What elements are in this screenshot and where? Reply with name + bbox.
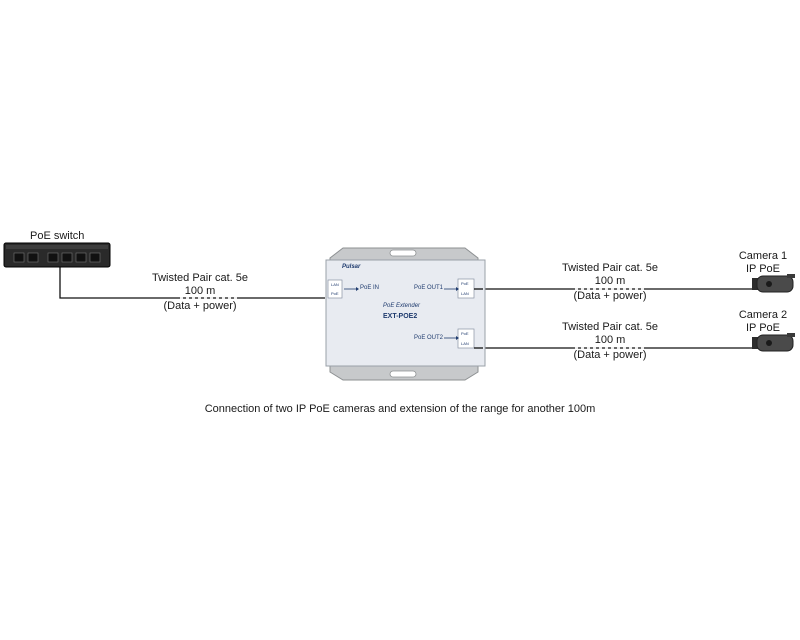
link-out2-label	[540, 321, 680, 362]
led-out2-poe: PoE	[461, 331, 469, 336]
camera-2-label	[728, 309, 798, 335]
link-out1-label	[540, 262, 680, 303]
link-out1-cable-type: Twisted Pair cat. 5e	[562, 262, 658, 274]
link-in-note: (Data + power)	[163, 300, 237, 312]
link-out1-note: (Data + power)	[573, 290, 647, 302]
camera-1-label	[728, 250, 798, 276]
led-in-lan: LAN	[331, 282, 339, 287]
extender-brand: Pulsar	[342, 264, 361, 270]
link-out2-note: (Data + power)	[573, 349, 647, 361]
link-in-label	[130, 272, 270, 313]
led-out1-lan: LAN	[461, 291, 469, 296]
extender-subtitle: PoE Extender	[383, 303, 421, 309]
switch-label: PoE switch	[30, 230, 85, 242]
camera-2-icon	[752, 333, 795, 351]
link-out2-distance: 100 m	[594, 334, 626, 346]
extender-model: EXT-POE2	[383, 313, 418, 320]
port-out2-label: PoE OUT2	[414, 335, 444, 341]
poe-switch-icon	[4, 243, 110, 267]
port-out1-label: PoE OUT1	[414, 285, 444, 291]
port-in-label: PoE IN	[360, 285, 380, 291]
link-in-distance: 100 m	[184, 285, 216, 297]
camera-1-type: IP PoE	[745, 263, 781, 275]
link-out2-cable-type: Twisted Pair cat. 5e	[562, 321, 658, 333]
diagram-caption: Connection of two IP PoE cameras and extension of the range for another 100m	[204, 403, 596, 415]
link-out1-distance: 100 m	[594, 275, 626, 287]
camera-2-type: IP PoE	[745, 322, 781, 334]
camera-2-name: Camera 2	[738, 309, 788, 321]
led-out1-poe: PoE	[461, 281, 469, 286]
led-in-poe: PoE	[331, 291, 339, 296]
led-out2-lan: LAN	[461, 341, 469, 346]
camera-1-name: Camera 1	[738, 250, 788, 262]
camera-1-icon	[752, 274, 795, 292]
link-in-cable-type: Twisted Pair cat. 5e	[152, 272, 248, 284]
